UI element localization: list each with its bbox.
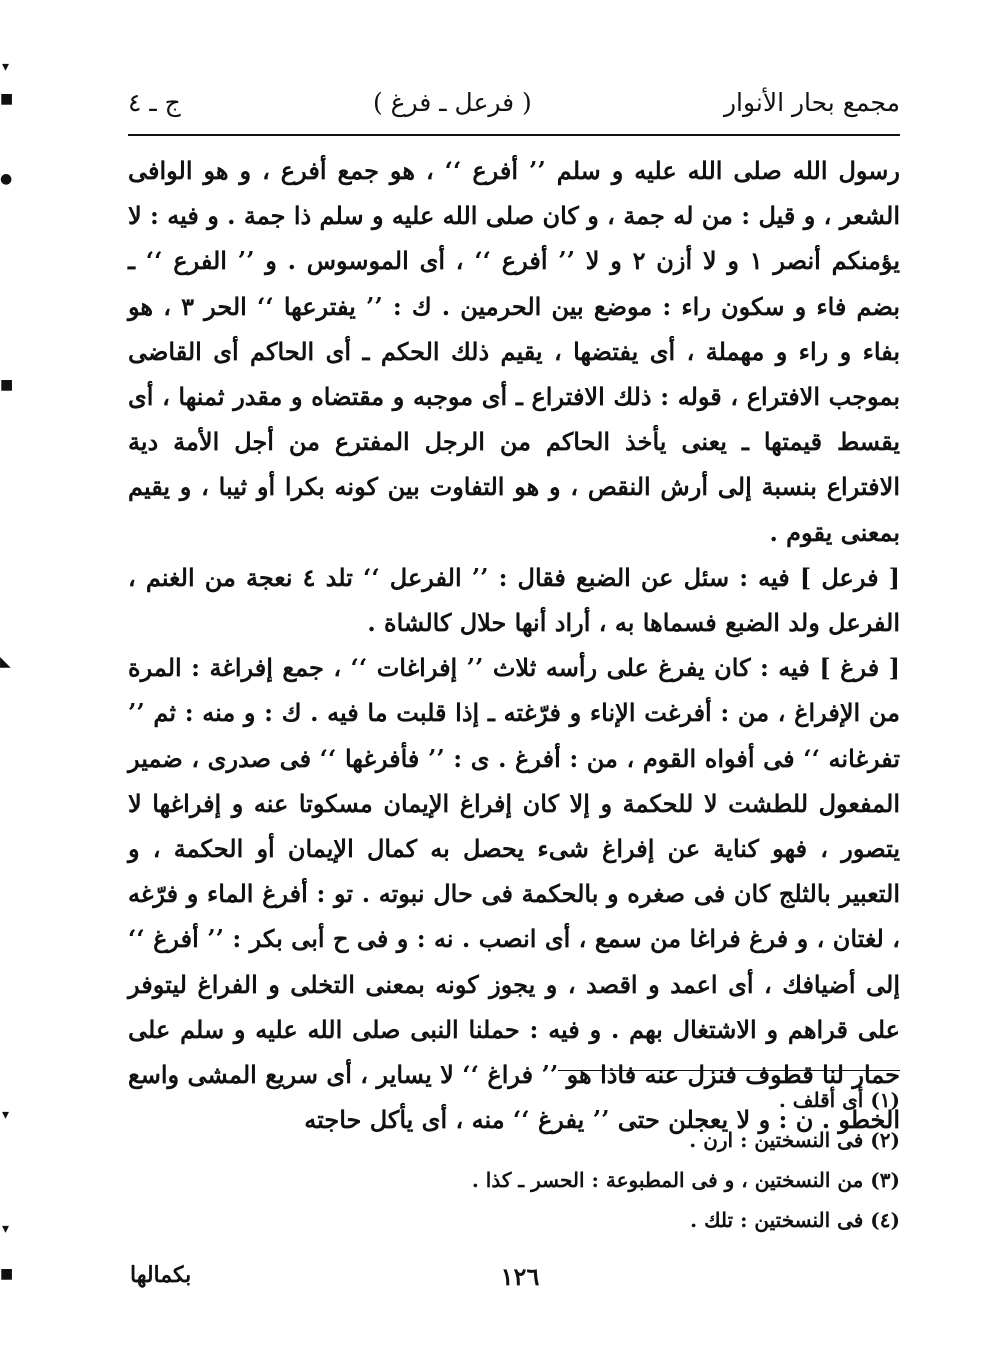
entry-faral: [ فرعل ] فيه : سئل عن الضبع فقال : ’’ الفرعل ‘‘ تلد ٤ نعجة من الغنم ، الفرعل ولد الضبع فسماها به ، أراد أنها حلال كالشاة . [128, 562, 900, 638]
footnote-1: (١) أى أقلف . [778, 1088, 900, 1112]
footnote-rule [558, 1070, 900, 1071]
entry-faragh: [ فرغ ] فيه : كان يفرغ على رأسه ثلاث ’’ إفراغات ‘‘ ، جمع إفراغة : المرة من الإفراغ ، من : أفرغت الإناء و فرّغته ـ إذا قلبت ما فيه . ك : و منه : ثم ’’ تفرغانه ‘‘ فى أفواه القوم ، من : أفرغ . ى : ’’ فأفرغها ‘‘ فى صدرى ، ضمير المفعول للطشت لا للحكمة و إلا كان إفراغ الإيمان مسكوتا عنه و إفراغها لا يتصور ، فهو كناية عن إفراغ شىء يحصل به كمال الإيمان أو الحكمة ، و التعبير بالثلج كان فى صغره و بالحكمة فى حال نبوته . تو : أفرغ الماء و فرّغه ، لغتان ، و فرغ فراغا من سمع ، أى انصب . نه : و فى ح أبى بكر : ’’ أفرغ ‘‘ إلى أضيافك ، أى اعمد و اقصد ، و يجوز كونه بمعنى التخلى و الفراغ ليتوفر على قراهم و الاشتغال بهم . و فيه : حملنا النبى صلى الله عليه و سلم على حمار لنا قطوف فنزل عنه فاذا هو ’’ فراغ ‘‘ لا يساير ، أى سريع المشى واسع الخطو . ن : و لا يعجلن حتى ’’ يفرغ ‘‘ منه ، أى يأكل حاجته [128, 653, 901, 1135]
paragraph-continuation: رسول الله صلى الله عليه و سلم ’’ أفرع ‘‘ ، هو جمع أفرع ، و هو الوافى الشعر ، و قيل : من له جمة ، و كان صلى الله عليه و سلم ذا جمة . و فيه : لا يؤمنكم أنصر ١ و لا أزن ٢ و لا ’’ أفرع ‘‘ ، أى الموسوس . و ’’ الفرع ‘‘ ـ بضم فاء و سكون راء : موضع بين الحرمين . ك : ’’ يفترعها ‘‘ الحر ٣ ، هو بفاء و راء و مهملة ، أى يفتضها ، يقيم ذلك الحكم ـ أى الحاكم أى القاضى بموجب الافتراع ، قوله : ذلك الافتراع ـ أى موجبه و مقتضاه و مقدر ثمنها ، أى يقسط قيمتها ـ يعنى يأخذ الحاكم من الرجل المفترع من أجل الأمة دية الافتراع بنسبة إلى أرش النقص ، و هو التفاوت بين كونه بكرا أو ثيبا ، و يقيم بمعنى يقوم . [128, 156, 900, 547]
margin-mark: ▾ [2, 1221, 10, 1237]
margin-mark: ▾ [2, 1107, 10, 1123]
margin-mark: ■ [0, 91, 14, 107]
margin-mark: ● [0, 171, 13, 187]
footnote-2: (٢) فى النسختين : ارن . [689, 1128, 900, 1152]
margin-mark: ■ [0, 1266, 14, 1282]
margin-mark: ■ [0, 377, 14, 393]
page-number: ١٢٦ [500, 1262, 540, 1291]
running-header [128, 82, 900, 122]
volume-number: ج ـ ٤ [128, 87, 181, 117]
section-title: ( فرعل ـ فرغ ) [372, 87, 532, 117]
margin-mark: ◣ [0, 654, 11, 670]
catchword: بكمالها [130, 1262, 192, 1288]
footnote-4: (٤) فى النسختين : تلك . [690, 1208, 900, 1232]
book-title: مجمع بحار الأنوار [723, 87, 900, 117]
header-rule [128, 134, 900, 136]
footnotes [420, 1080, 900, 1240]
footnote-3: (٣) من النسختين ، و فى المطبوعة : الحسر ـ كذا . [471, 1168, 900, 1192]
margin-mark: ▾ [2, 59, 10, 75]
